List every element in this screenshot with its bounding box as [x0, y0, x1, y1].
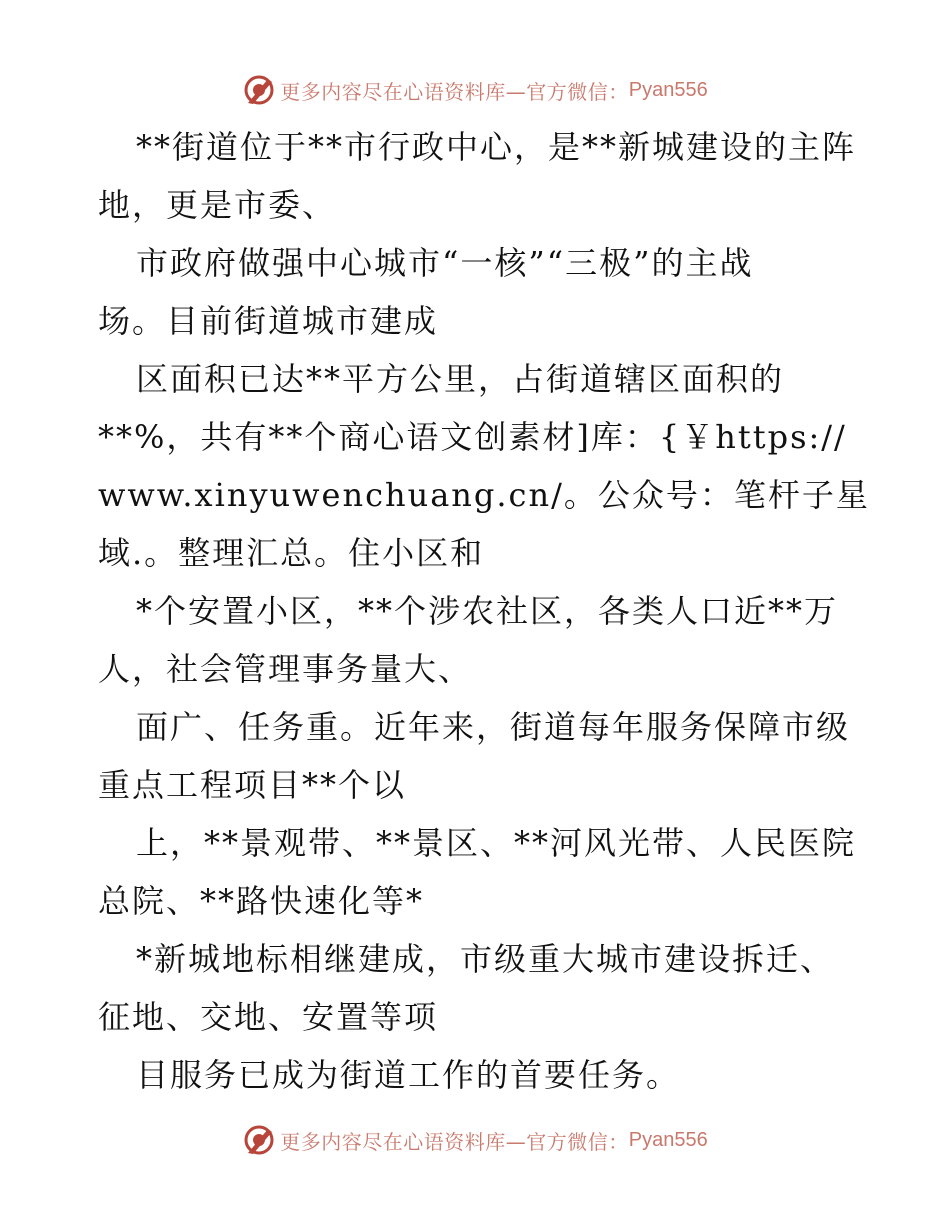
quill-logo-icon — [242, 73, 276, 107]
body-line: 征地、交地、安置等项 — [98, 998, 439, 1036]
body-line: 区面积已达**平方公里，占街道辖区面积的 — [136, 360, 785, 398]
footer-banner-text: 更多内容尽在心语资料库—官方微信： — [280, 1129, 629, 1154]
header-banner-text: 更多内容尽在心语资料库—官方微信： — [280, 79, 629, 104]
body-line: *新城地标相继建成，市级重大城市建设拆迁、 — [136, 940, 835, 978]
body-line: 域.。整理汇总。住小区和 — [98, 534, 485, 572]
body-line: 目服务已成为街道工作的首要任务。 — [136, 1056, 681, 1094]
document-body — [98, 118, 870, 1104]
body-line: 人，社会管理事务量大、 — [98, 650, 473, 688]
header-banner — [0, 70, 950, 110]
body-line: 上，**景观带、**景区、**河风光带、人民医院 — [136, 824, 857, 862]
body-line: 市政府做强中心城市“一核”“三极”的主战 — [136, 244, 754, 282]
body-line: 场。目前街道城市建成 — [98, 302, 439, 340]
body-line: 地，更是市委、 — [98, 186, 337, 224]
header-banner-wechat-id: Pyan556 — [628, 78, 708, 101]
body-line: **街道位于**市行政中心，是**新城建设的主阵 — [136, 128, 857, 166]
footer-banner — [0, 1120, 950, 1160]
body-line: www.xinyuwenchuang.cn/。公众号：笔杆子星 — [98, 476, 870, 514]
quill-logo-icon — [242, 1123, 276, 1157]
body-line: 总院、**路快速化等* — [98, 882, 425, 920]
body-line: 重点工程项目**个以 — [98, 766, 407, 804]
body-line: *个安置小区，**个涉农社区，各类人口近**万 — [136, 592, 839, 630]
body-line: **%，共有**个商心语文创素材]库：{￥https:// — [98, 418, 847, 456]
footer-banner-wechat-id: Pyan556 — [628, 1128, 708, 1151]
body-line: 面广、任务重。近年来，街道每年服务保障市级 — [136, 708, 851, 746]
